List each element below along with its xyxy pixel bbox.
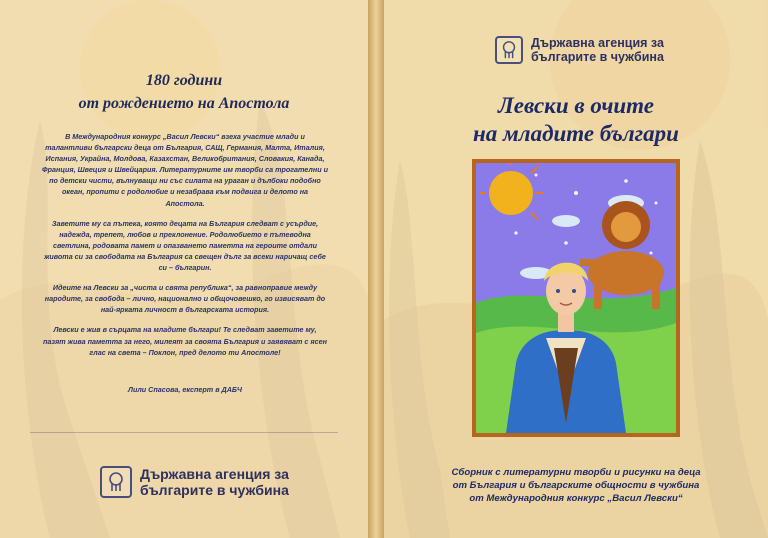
paragraph-3: Идеите на Левски за „чиста и свята република“, за равноправие между народите, за свобода – лично, национално и общочовешко, го извисяват до най-ярката личност в българската история. bbox=[44, 283, 326, 315]
body-text bbox=[42, 131, 328, 367]
painting-illustration bbox=[476, 163, 676, 433]
caption-line2: от България и българските общности в чужбина bbox=[452, 480, 700, 491]
book-spine bbox=[368, 0, 384, 538]
caption-line1: Сборник с литературни творби и рисунки на деца bbox=[451, 467, 701, 478]
logo-line1: Държавна агенция за bbox=[140, 466, 289, 482]
left-title-line2: от рождението на Апостола bbox=[78, 95, 290, 112]
cover-painting bbox=[472, 159, 680, 437]
caption-line3: от Международния конкурс „Васил Левски“ bbox=[469, 493, 683, 504]
signature: Лили Спасова, експерт в ДАБЧ bbox=[128, 385, 242, 394]
logo-line2: българите в чужбина bbox=[531, 50, 664, 64]
paragraph-4: Левски е жив в сърцата на младите българи! Те следват заветите му, пазят жива паметта за него, милеят за своята България и заявяват с ясен глас на света – Поклон, пред делото ти Апостоле! bbox=[43, 325, 327, 357]
cover-caption bbox=[384, 466, 768, 505]
paragraph-1: В Международния конкурс „Васил Левски“ взеха участие млади и талантливи български деца от България, САЩ, Германия, Малта, Италия, Испания, Украйна, Молдова, Казахстан, Великобритания, Словакия, Канада, Франция, Швеция и Швейцария. Литературните им творби са трогателни и по детски чисти, вълнуващи ни със силата на ураган и дълбоки подобно океан, пропити с родолюбие и незабрава към подвига и делото на Апостола. bbox=[42, 132, 328, 208]
divider bbox=[30, 432, 338, 433]
cover-title-line1: Левски в очите bbox=[498, 93, 654, 118]
paragraph-2: Заветите му са пътека, която децата на България следват с усърдие, надежда, трепет, любов и преклонение. Родолюбието е пътеводна светлина, родовата памет и опазването паметта на героите отдали живота си за свободата на България са свещен дълг за всеки наричащ себе си – българин. bbox=[44, 218, 326, 273]
agency-emblem-icon bbox=[495, 36, 523, 64]
agency-logo-right bbox=[495, 36, 664, 64]
agency-logo-left bbox=[100, 466, 289, 498]
left-title-line1: 180 години bbox=[145, 72, 223, 89]
logo-line2: българите в чужбина bbox=[140, 482, 289, 498]
cover-title bbox=[384, 92, 768, 148]
logo-line1: Държавна агенция за bbox=[531, 36, 664, 50]
cover-title-line2: на младите българи bbox=[473, 121, 679, 146]
agency-emblem-icon bbox=[100, 466, 132, 498]
